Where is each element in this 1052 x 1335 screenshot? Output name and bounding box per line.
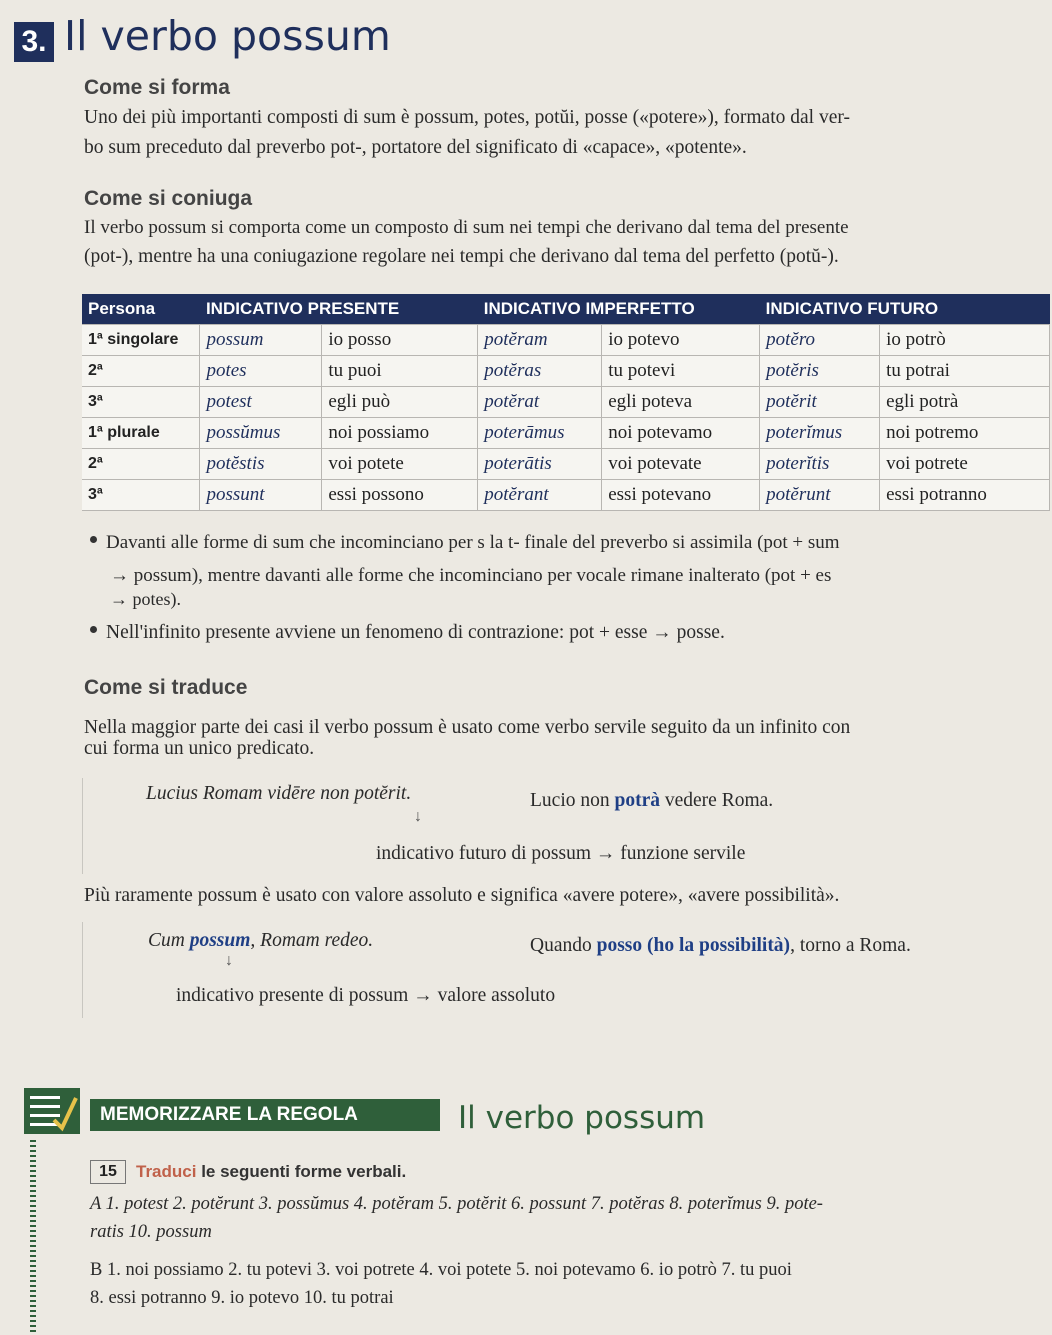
example-1-note: indicativo futuro di possum → funzione servile — [376, 843, 746, 864]
cell-person: 2ª — [82, 356, 200, 387]
cell-italian: egli poteva — [602, 387, 760, 418]
heading-coniuga: Come si coniuga — [84, 187, 253, 210]
forma-line-2: bo sum preceduto dal preverbo pot-, portatore del significato di «capace», «potente». — [84, 137, 747, 158]
cell-person: 1ª singolare — [82, 325, 200, 356]
example-2-note: indicativo presente di possum → valore assoluto — [176, 985, 556, 1006]
traduce-line-3: Più raramente possum è usato con valore assoluto e significa «avere potere», «avere possibilità». — [84, 885, 840, 906]
cell-italian: tu potevi — [602, 356, 760, 387]
exercise-number: 15 — [90, 1160, 126, 1184]
cell-latin: potĕstis — [200, 449, 322, 480]
example-2-latin: Cum possum, Romam redeo. — [148, 930, 374, 951]
heading-forma: Come si forma — [84, 76, 230, 99]
arrow-down-icon: ↓ — [225, 952, 233, 969]
traduce-line-1: Nella maggior parte dei casi il verbo possum è usato come verbo servile seguito da un infinito con — [84, 717, 851, 738]
table-row — [82, 387, 1050, 418]
cell-italian: io posso — [322, 325, 478, 356]
coniuga-line-2: (pot-), mentre ha una coniugazione regolare nei tempi che derivano dal tema del perfetto (potŭ-). — [84, 246, 839, 267]
cell-italian: noi potevamo — [602, 418, 760, 449]
cell-italian: essi potranno — [880, 480, 1050, 511]
note-2: Nell'infinito presente avviene un fenomeno di contrazione: pot + esse → posse. — [106, 622, 725, 643]
conjugation-table — [82, 294, 1050, 511]
cell-latin: potĕrunt — [760, 480, 880, 511]
header-futuro: INDICATIVO FUTURO — [760, 294, 1050, 325]
cell-latin: poterāmus — [478, 418, 602, 449]
cell-latin: potĕrat — [478, 387, 602, 418]
exercise-b-line-1: B 1. noi possiamo 2. tu potevi 3. voi potrete 4. voi potete 5. noi potevamo 6. io potrò 7. tu puoi — [90, 1260, 792, 1280]
exercise-a-line-2: ratis 10. possum — [90, 1222, 212, 1242]
cell-italian: tu puoi — [322, 356, 478, 387]
example-1-italian: Lucio non potrà vedere Roma. — [530, 790, 774, 811]
example-divider — [82, 922, 83, 1018]
cell-italian: egli può — [322, 387, 478, 418]
cell-latin: poterĭmus — [760, 418, 880, 449]
exercise-b-line-2: 8. essi potranno 9. io potevo 10. tu potrai — [90, 1288, 394, 1308]
cell-italian: voi potete — [322, 449, 478, 480]
example-divider — [82, 778, 83, 874]
memo-label: MEMORIZZARE LA REGOLA — [90, 1099, 440, 1131]
cell-italian: noi possiamo — [322, 418, 478, 449]
section-number: 3. — [14, 22, 54, 62]
note-1-line-3: → potes). — [110, 589, 181, 609]
cell-italian: voi potevate — [602, 449, 760, 480]
side-decoration — [30, 1140, 36, 1335]
cell-latin: possŭmus — [200, 418, 322, 449]
heading-traduce: Come si traduce — [84, 676, 248, 699]
cell-latin: possunt — [200, 480, 322, 511]
cell-italian: egli potrà — [880, 387, 1050, 418]
header-persona: Persona — [82, 294, 200, 325]
cell-person: 1ª plurale — [82, 418, 200, 449]
cell-latin: poterĭtis — [760, 449, 880, 480]
section-title: Il verbo possum — [64, 12, 391, 60]
table-row — [82, 418, 1050, 449]
cell-latin: poterātis — [478, 449, 602, 480]
cell-latin: potĕrant — [478, 480, 602, 511]
coniuga-line-1: Il verbo possum si comporta come un composto di sum nei tempi che derivano dal tema del presente — [84, 217, 849, 238]
checklist-icon — [24, 1088, 80, 1134]
cell-person: 2ª — [82, 449, 200, 480]
bullet-icon — [90, 536, 97, 543]
cell-latin: potĕrit — [760, 387, 880, 418]
note-1-line-1: Davanti alle forme di sum che incominciano per s la t- finale del preverbo si assimila (pot + sum — [106, 532, 840, 553]
example-1-latin: Lucius Romam vidēre non potĕrit. — [146, 783, 412, 804]
header-imperfetto: INDICATIVO IMPERFETTO — [478, 294, 760, 325]
memo-title: Il verbo possum — [458, 1100, 706, 1136]
cell-latin: potĕram — [478, 325, 602, 356]
bullet-icon — [90, 626, 97, 633]
example-2-italian: Quando posso (ho la possibilità), torno a Roma. — [530, 935, 911, 956]
cell-italian: essi possono — [322, 480, 478, 511]
cell-latin: potĕras — [478, 356, 602, 387]
header-presente: INDICATIVO PRESENTE — [200, 294, 478, 325]
cell-latin: potes — [200, 356, 322, 387]
table-row — [82, 480, 1050, 511]
exercise-instruction: Traduci le seguenti forme verbali. — [136, 1162, 407, 1181]
table-header-row — [82, 294, 1050, 325]
cell-person: 3ª — [82, 480, 200, 511]
cell-italian: voi potrete — [880, 449, 1050, 480]
cell-latin: possum — [200, 325, 322, 356]
cell-italian: io potrò — [880, 325, 1050, 356]
cell-italian: io potevo — [602, 325, 760, 356]
cell-italian: essi potevano — [602, 480, 760, 511]
traduce-line-2: cui forma un unico predicato. — [84, 738, 315, 759]
highlight-potra: potrà — [614, 790, 660, 811]
cell-latin: potĕro — [760, 325, 880, 356]
cell-italian: tu potrai — [880, 356, 1050, 387]
cell-italian: noi potremo — [880, 418, 1050, 449]
note-1-line-2: → possum), mentre davanti alle forme che incominciano per vocale rimane inalterato (pot + es — [110, 565, 832, 586]
exercise-a-line-1: A 1. potest 2. potĕrunt 3. possŭmus 4. potĕram 5. potĕrit 6. possunt 7. potĕras 8. poterĭmus 9. pote- — [90, 1194, 823, 1214]
cell-person: 3ª — [82, 387, 200, 418]
forma-line-1: Uno dei più importanti composti di sum è possum, potes, potŭi, posse («potere»), formato dal ver- — [84, 107, 850, 128]
table-row — [82, 449, 1050, 480]
table-row — [82, 356, 1050, 387]
arrow-down-icon: ↓ — [414, 808, 422, 825]
cell-latin: potest — [200, 387, 322, 418]
cell-latin: potĕris — [760, 356, 880, 387]
table-row — [82, 325, 1050, 356]
